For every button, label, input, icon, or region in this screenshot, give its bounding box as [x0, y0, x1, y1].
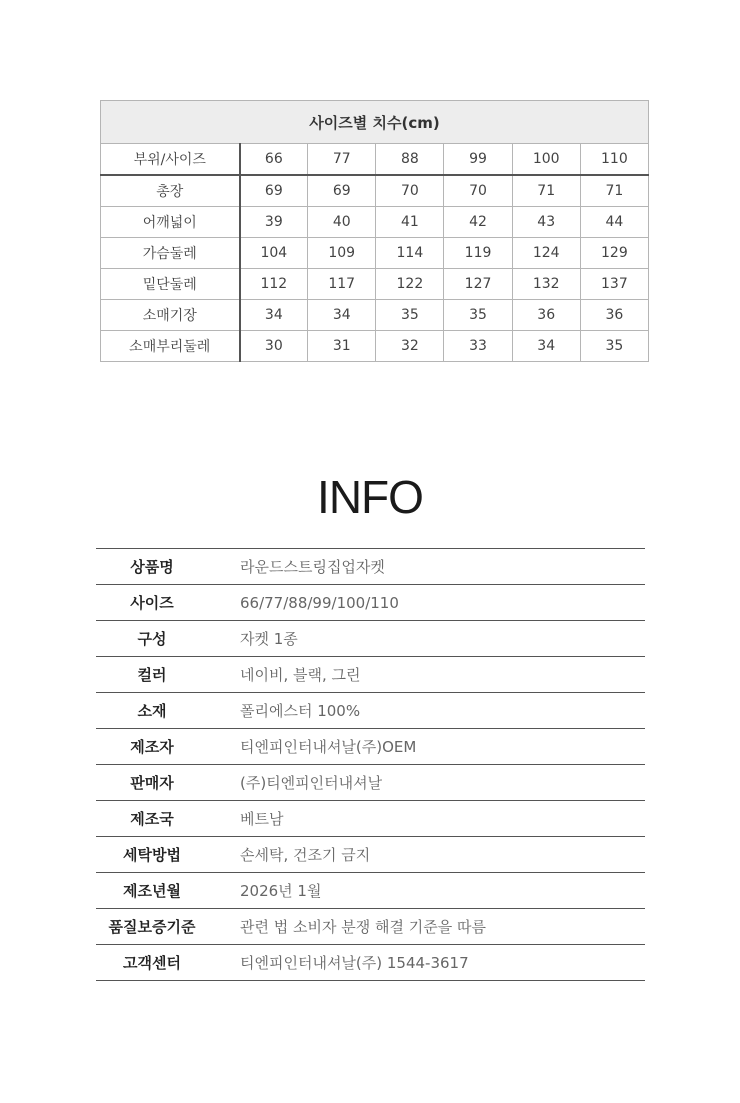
info-row [96, 873, 645, 909]
info-row [96, 585, 645, 621]
measure-value: 104 [240, 238, 308, 269]
info-label: 사이즈 [130, 594, 174, 612]
measure-value: 43 [512, 207, 580, 238]
measure-value: 119 [444, 238, 512, 269]
info-value: 티엔피인터내셔날(주)OEM [240, 738, 417, 756]
size-table [100, 100, 649, 362]
size-header-cell: 100 [512, 144, 580, 176]
measure-label: 가슴둘레 [101, 238, 240, 269]
info-row [96, 657, 645, 693]
info-row [96, 909, 645, 945]
info-value: 네이비, 블랙, 그린 [240, 666, 361, 684]
info-row [96, 693, 645, 729]
info-row [96, 765, 645, 801]
info-label: 컬러 [137, 666, 167, 684]
info-row [96, 729, 645, 765]
measure-label: 소매기장 [101, 300, 240, 331]
measure-value: 71 [512, 175, 580, 207]
size-header-cell: 99 [444, 144, 512, 176]
measure-value: 39 [240, 207, 308, 238]
info-value: (주)티엔피인터내셔날 [240, 774, 383, 792]
measure-value: 35 [444, 300, 512, 331]
measure-value: 109 [308, 238, 376, 269]
measure-value: 34 [512, 331, 580, 362]
size-header-cell: 부위/사이즈 [101, 144, 240, 176]
info-value: 관련 법 소비자 분쟁 해결 기준을 따름 [240, 918, 486, 936]
measure-value: 31 [308, 331, 376, 362]
measure-value: 114 [376, 238, 444, 269]
info-value: 폴리에스터 100% [240, 702, 361, 720]
measure-value: 34 [308, 300, 376, 331]
info-label: 제조자 [130, 738, 174, 756]
measure-value: 36 [580, 300, 648, 331]
measure-value: 40 [308, 207, 376, 238]
size-table-header-row [101, 144, 649, 176]
measure-value: 36 [512, 300, 580, 331]
info-value: 2026년 1월 [240, 882, 322, 900]
info-row [96, 621, 645, 657]
size-table-row [101, 331, 649, 362]
measure-value: 124 [512, 238, 580, 269]
measure-value: 44 [580, 207, 648, 238]
measure-label: 밑단둘레 [101, 269, 240, 300]
info-row [96, 837, 645, 873]
measure-value: 137 [580, 269, 648, 300]
size-table-row [101, 207, 649, 238]
info-label: 소재 [137, 702, 167, 720]
measure-value: 122 [376, 269, 444, 300]
info-value: 자켓 1종 [240, 630, 298, 648]
info-value: 라운드스트링집업자켓 [240, 558, 385, 576]
size-table-row [101, 238, 649, 269]
measure-value: 69 [308, 175, 376, 207]
size-table-title: 사이즈별 치수(cm) [101, 101, 649, 144]
size-header-cell: 110 [580, 144, 648, 176]
info-label: 판매자 [130, 774, 174, 792]
size-header-cell: 77 [308, 144, 376, 176]
measure-value: 42 [444, 207, 512, 238]
info-label: 고객센터 [123, 954, 181, 972]
info-title: INFO [317, 471, 423, 523]
measure-value: 70 [376, 175, 444, 207]
measure-value: 127 [444, 269, 512, 300]
measure-value: 70 [444, 175, 512, 207]
size-table-row [101, 269, 649, 300]
measure-value: 34 [240, 300, 308, 331]
measure-value: 35 [376, 300, 444, 331]
measure-value: 71 [580, 175, 648, 207]
measure-label: 어깨넓이 [101, 207, 240, 238]
info-label: 제조국 [130, 810, 174, 828]
info-label: 상품명 [130, 558, 174, 576]
info-label: 세탁방법 [123, 846, 181, 864]
measure-value: 69 [240, 175, 308, 207]
info-value: 66/77/88/99/100/110 [240, 593, 399, 612]
measure-value: 41 [376, 207, 444, 238]
info-value: 베트남 [240, 810, 284, 828]
info-table [96, 548, 645, 981]
measure-value: 35 [580, 331, 648, 362]
measure-value: 117 [308, 269, 376, 300]
measure-label: 소매부리둘레 [101, 331, 240, 362]
measure-value: 33 [444, 331, 512, 362]
measure-value: 129 [580, 238, 648, 269]
info-label: 품질보증기준 [108, 918, 196, 936]
info-value: 티엔피인터내셔날(주) 1544-3617 [240, 954, 469, 972]
size-header-cell: 66 [240, 144, 308, 176]
size-table-row [101, 175, 649, 207]
measure-value: 30 [240, 331, 308, 362]
info-label: 구성 [137, 630, 167, 648]
measure-value: 112 [240, 269, 308, 300]
size-header-cell: 88 [376, 144, 444, 176]
info-row [96, 945, 645, 981]
info-row [96, 801, 645, 837]
size-table-row [101, 300, 649, 331]
info-label: 제조년월 [123, 882, 181, 900]
measure-value: 32 [376, 331, 444, 362]
measure-label: 총장 [101, 175, 240, 207]
info-value: 손세탁, 건조기 금지 [240, 846, 371, 864]
measure-value: 132 [512, 269, 580, 300]
info-row [96, 549, 645, 585]
